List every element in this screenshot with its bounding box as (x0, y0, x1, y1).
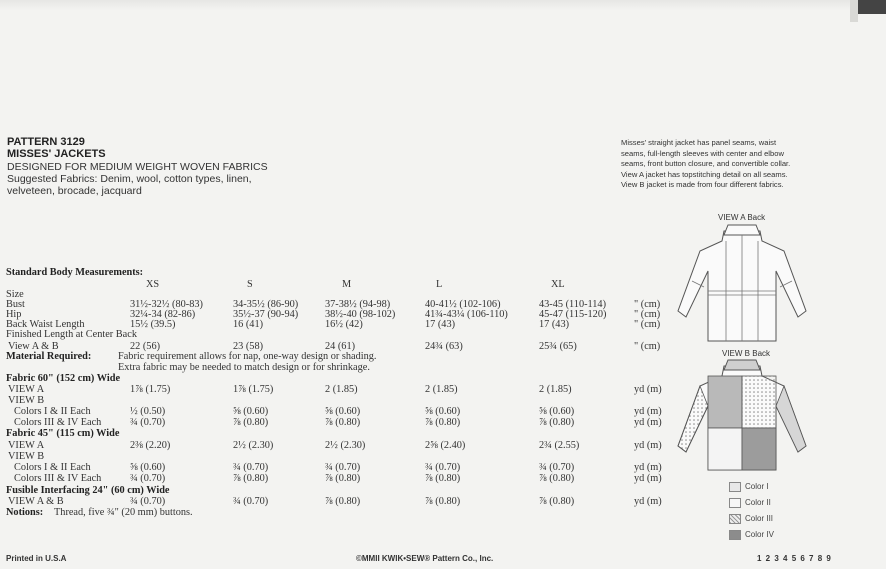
table-cell: 23 (58) (233, 341, 264, 352)
pattern-title: MISSES' JACKETS (7, 148, 106, 160)
table-cell: 2½ (2.30) (325, 440, 366, 451)
row-label: Colors I & II Each (14, 406, 91, 417)
table-cell: ⅞ (0.80) (539, 473, 575, 484)
unit-label: yd (m) (634, 473, 662, 484)
row-note: Extra fabric may be needed to match design or for shrinkage. (118, 362, 370, 373)
table-cell: 17 (43) (425, 319, 456, 330)
table-cell: ⅝ (0.60) (539, 406, 575, 417)
table-cell: ⅝ (0.60) (425, 406, 461, 417)
table-cell: ¾ (0.70) (325, 462, 361, 473)
table-cell: ⅞ (0.80) (325, 496, 361, 507)
table-cell: 35½-37 (90-94) (233, 309, 299, 320)
row-label: VIEW A (8, 384, 45, 395)
table-cell: 25¾ (65) (539, 341, 577, 352)
row-note: Fabric requirement allows for nap, one-way design or shading. (118, 351, 377, 362)
table-cell: ¾ (0.70) (233, 496, 269, 507)
table-cell: 1⅞ (1.75) (130, 384, 171, 395)
row-label: Fabric 60" (152 cm) Wide (6, 373, 121, 384)
row-label: View A & B (8, 341, 59, 352)
copyright: ©MMII KWIK•SEW® Pattern Co., Inc. (356, 554, 494, 563)
table-cell: 45-47 (115-120) (539, 309, 607, 320)
table-cell: ¾ (0.70) (130, 496, 166, 507)
row-label: Finished Length at Center Back (6, 329, 137, 340)
table-cell: ⅞ (0.80) (325, 473, 361, 484)
table-cell: ⅝ (0.60) (130, 462, 166, 473)
table-cell: 37-38½ (94-98) (325, 299, 391, 310)
description-line: seams, front button closure, and convertible collar. (621, 159, 791, 168)
table-cell: 2½ (2.30) (233, 440, 274, 451)
table-cell: 38½-40 (98-102) (325, 309, 396, 320)
table-cell: 32¼-34 (82-86) (130, 309, 196, 320)
row-label: VIEW A & B (8, 496, 64, 507)
size-header: XS (146, 279, 160, 290)
table-cell: ⅞ (0.80) (233, 473, 269, 484)
legend-label: Color IV (745, 530, 774, 540)
row-label: Hip (6, 309, 22, 320)
table-cell: ⅞ (0.80) (425, 417, 461, 428)
unit-label: yd (m) (634, 496, 662, 507)
table-cell: ½ (0.50) (130, 406, 166, 417)
table-cell: 24¾ (63) (425, 341, 463, 352)
size-header: S (247, 279, 253, 290)
table-cell: 40-41½ (102-106) (425, 299, 501, 310)
row-note: Thread, five ¾" (20 mm) buttons. (54, 507, 193, 518)
row-label: Fusible Interfacing 24" (60 cm) Wide (6, 485, 170, 496)
table-cell: ¾ (0.70) (539, 462, 575, 473)
unit-label: yd (m) (634, 384, 662, 395)
table-cell: ¾ (0.70) (425, 462, 461, 473)
table-cell: ¾ (0.70) (130, 473, 166, 484)
legend-label: Color II (745, 498, 771, 508)
table-cell: ⅝ (0.60) (233, 406, 269, 417)
row-label: Bust (6, 299, 25, 310)
unit-label: " (cm) (634, 309, 661, 320)
row-label: Back Waist Length (6, 319, 85, 330)
table-cell: 16 (41) (233, 319, 264, 330)
table-cell: 41¾-43¼ (106-110) (425, 309, 508, 320)
table-cell: 2¾ (2.55) (539, 440, 580, 451)
table-cell: ⅞ (0.80) (539, 496, 575, 507)
table-cell: 43-45 (110-114) (539, 299, 607, 310)
table-cell: ⅞ (0.80) (425, 473, 461, 484)
table-cell: ¾ (0.70) (233, 462, 269, 473)
unit-label: " (cm) (634, 299, 661, 310)
designed-for: DESIGNED FOR MEDIUM WEIGHT WOVEN FABRICS (7, 161, 268, 173)
row-label: Material Required: (6, 351, 92, 362)
row-label: Colors III & IV Each (14, 473, 102, 484)
print-run-numbers: 1 2 3 4 5 6 7 8 9 (757, 554, 832, 563)
row-label: Fabric 45" (115 cm) Wide (6, 428, 120, 439)
pattern-number: PATTERN 3129 (7, 136, 85, 148)
unit-label: yd (m) (634, 440, 662, 451)
table-cell: 2 (1.85) (539, 384, 572, 395)
table-cell: 17 (43) (539, 319, 570, 330)
table-cell: 2 (1.85) (325, 384, 358, 395)
row-label: Size (6, 289, 24, 300)
table-cell: 15½ (39.5) (130, 319, 176, 330)
unit-label: " (cm) (634, 319, 661, 330)
table-cell: 22 (56) (130, 341, 161, 352)
printed-in: Printed in U.S.A (6, 554, 67, 563)
table-cell: ⅞ (0.80) (325, 417, 361, 428)
table-cell: 2⅝ (2.40) (425, 440, 466, 451)
size-header: XL (551, 279, 565, 290)
legend-label: Color III (745, 514, 774, 524)
table-heading: Standard Body Measurements: (6, 267, 144, 278)
table-cell: 2⅜ (2.20) (130, 440, 171, 451)
legend-label: Color I (745, 482, 769, 492)
table-cell: ⅝ (0.60) (325, 406, 361, 417)
unit-label: yd (m) (634, 406, 662, 417)
view-a-label: VIEW A Back (718, 213, 766, 222)
suggested-fabrics-1: Suggested Fabrics: Denim, wool, cotton types, linen, (7, 173, 252, 185)
unit-label: yd (m) (634, 462, 662, 473)
table-cell: 2 (1.85) (425, 384, 458, 395)
table-cell: 16½ (42) (325, 319, 363, 330)
unit-label: " (cm) (634, 341, 661, 352)
table-cell: ⅞ (0.80) (539, 417, 575, 428)
row-label: VIEW A (8, 440, 45, 451)
view-b-label: VIEW B Back (722, 349, 771, 358)
table-cell: ¾ (0.70) (130, 417, 166, 428)
size-header: L (436, 279, 443, 290)
description-line: Misses' straight jacket has panel seams, waist (621, 138, 777, 147)
table-cell: 34-35½ (86-90) (233, 299, 299, 310)
table-cell: ⅞ (0.80) (425, 496, 461, 507)
size-header: M (342, 279, 352, 290)
row-label: VIEW B (8, 451, 45, 462)
table-cell: 31½-32½ (80-83) (130, 299, 203, 310)
table-cell: 24 (61) (325, 341, 356, 352)
table-cell: 1⅞ (1.75) (233, 384, 274, 395)
description-line: View A jacket has topstitching detail on all seams. (621, 169, 788, 179)
table-cell: ⅞ (0.80) (233, 417, 269, 428)
row-label: Colors I & II Each (14, 462, 91, 473)
row-label: Colors III & IV Each (14, 417, 102, 428)
unit-label: yd (m) (634, 417, 662, 428)
row-label: VIEW B (8, 395, 45, 406)
description-line: seams, full-length sleeves with center and elbow (621, 148, 784, 158)
description-line: View B jacket is made from four different fabrics. (621, 180, 784, 189)
suggested-fabrics-2: velveteen, brocade, jacquard (7, 185, 142, 197)
row-label: Notions: (6, 507, 44, 518)
